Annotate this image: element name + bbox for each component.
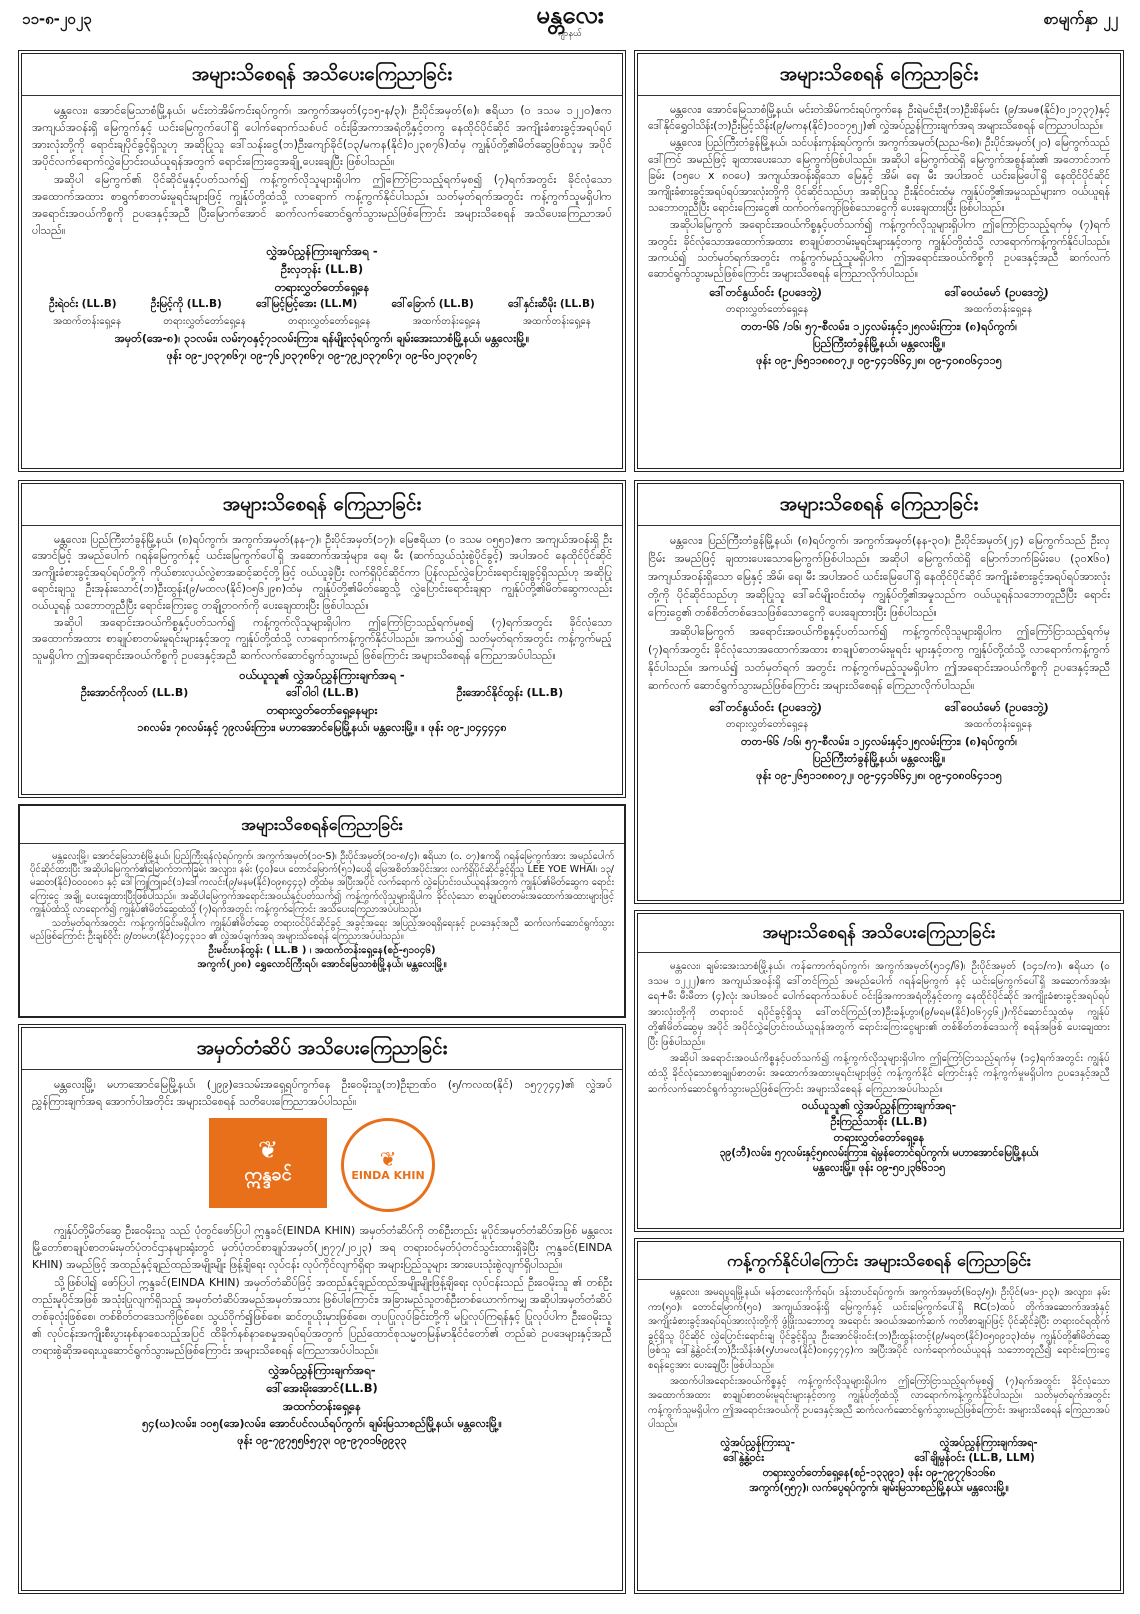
notice-paragraph: မန္တလေး၊ ပြည်ကြီးတံခွန်မြို့နယ်၊ (၈)ရပ်ကွက်၊ အကွက်အမှတ်(နန-၇)၊ ဦးပိုင်အမှတ်(၁၇)၊ မြေဧရိယာ (၀ ဒသမ ၀၅၅၁)ဧက အကျယ်အဝန်းရှိ ဦးအောင်မြင့် အမည်ပေါက် ဂရန်မြေကွက်နှင့် ယင်းမြေကွက်ပေါ်ရှိ အဆောက်အအုံများ၊ ရေ၊ မီး (ဆက်သွယ်သုံးစွဲပိုင်ခွင့်) အပါအဝင် နေထိုင်ပိုင်ဆိုင် အကျိုးခံစားခွင့်အရပ်ရပ်တို့ကို ကိုယ်စားလှယ်လွှဲစာအဆင့်ဆင့်တို့ဖြင့် ဝယ်ယူခဲ့ပြီး လက်ရှိပိုင်ဆိုင်ကာ ပြန်လည်လွှဲပြောင်းရောင်းချခွင့်ရှိသည်ဟု အဆိုပြု ရောင်းချသူ ဦးအုန်းသောင်(ဘ)ဦးထွန်း(၉/မထလ(နိုင်)၀၅၆၂၉၈)ထံမှ ကျွန်ုပ်တို့၏မိတ်ဆွေသို့ လွှဲပြောင်းရောင်းချရာ ကျွန်ုပ်တို့၏မိတ်ဆွေကလည်း ဝယ်ယူရန် သဘောတူညီပြီး ရောင်းကြေးငွေ တချို့တဝက်ကို ပေးချေထားပြီး ဖြစ်ပါသည်။ (32, 533, 612, 612)
notice-address: မန္တလေးမြို့။ ဖုန်း ၀၉-၅၀၂၃၆၆၁၁၅ (812, 1161, 946, 1174)
lawyer-role: အထက်တန်းရှေ့နေ (522, 316, 591, 327)
signature-role: တရားလွှတ်တော်ရှေ့နေ (833, 1130, 925, 1144)
notice-address: အမှတ်(အေ-၈)၊ ၃၁လမ်း၊ လမ်း၇၀နှင့်၇၁လမ်းကြား၊ ရန်မျိုးလုံရပ်ကွက်၊ ချမ်းအေးသာစံမြို့နယ်၊ မန္တလေးမြို့။ (114, 332, 530, 345)
lawyer-name: ဦးမြင့်ကို (LL.B) (150, 298, 222, 310)
notice-paragraph: မန္တလေးမြို့၊ မဟာအောင်မြေမြို့နယ်၊ (၂၉၉)ဒေသမ်းအရှေ့ရပ်ကွက်နေ ဦးဝေမိုးသူ(ဘ)ဦးဉာဏ်ဝ (၅/ကလထ(နိုင်) ၁၅၇၇၄၄)၏ လွှဲအပ်ညွှန်ကြားချက်အရ အောက်ပါအတိုင်း အများသိစေရန် သတိပေးကြေညာအပ်ပါသည်။ (32, 1078, 612, 1108)
notice-paragraph: ကျွန်ုပ်တို့မိတ်ဆွေ ဦးဝေမိုးသူ သည် ပုံတွင်ဖော်ပြပါ ဣန္ဒခင်(EINDA KHIN) အမှတ်တံဆိပ်ကို တစ်ဦးတည်း မူပိုင်အမှတ်တံဆိပ်အဖြစ် မန္တလေးမြို့တော်စာချုပ်စာတမ်းမှတ်ပုံတင်ဌာနများရုံးတွင် မှတ်ပုံတင်စာချုပ်အမှတ်(၂၅၇၇/၂၀၂၃) အရ တရားဝင်မှတ်ပုံတင်သွင်းထားရှိခဲ့ပြီး ဣန္ဒခင်(EINDA KHIN) အမည်ဖြင့် အထည်နှင့်ချည်ထည်အမျိုးမျိုး ဖြန့်ချိရေး လုပ်ငန်း လုပ်ကိုင်လျက်ရှိရာ အများပြည်သူများ အားပေးသုံးစွဲလျက်ရှိပါသည်။ (32, 1224, 612, 1271)
lawyer-role: တရားလွှတ်တော်ရှေ့နေ (287, 316, 371, 327)
signature-role: တရားလွှတ်တော်ရှေ့နေ (274, 280, 370, 294)
notice-paragraph: သတ်မှတ်ရက်အတွင်း ကန့်ကွက်ခြင်းမရှိပါက ကျွန်ုပ်၏မိတ်ဆွေ တရားဝင်ပိုင်ဆိုင်ခွင့် အခွင့်အရေး အပြည့်အဝရရှိရေးနှင့် ဥပဒေနှင့်အညီ ဆက်လက်ဆောင်ရွက်သွားမည်ဖြစ်ကြောင်း ဦးချစ်ဝိုင်း ၉/တမဟ(နိုင်)၀၄၄၃၁၁ ၏ လွှဲအပ်ချက်အရ အများသိစေရန် ကြေညာအပ်ပါသည်။ (30, 918, 614, 943)
lawyer-name: ဦးအောင်နိုင်ထွန်း (LL.B) (456, 686, 564, 700)
newspaper-logo-subtitle: ဂျာနယ် (558, 29, 582, 39)
signature-heading: လွှဲအပ်ညွှန်ကြားချက်အရ- (268, 1363, 376, 1377)
lawyer-name: ဒေါ်မြင့်မြင့်အေး (LL.M) (255, 298, 358, 310)
signature-name: ဒေါ်ချိုမွန်ဝင်း (LL.B, LLM) (914, 1451, 1035, 1464)
notice-phone: ဖုန်း ၀၉-၂၆၅၁၁၈၈၀၇၂၊ ၀၉-၄၄၁၆၆၄၂၈၊ ၀၉-၄၀၈၀၆၄၁၁၅ (756, 354, 1002, 368)
notice-paragraph: မန္တလေး၊ အမရပူရမြို့နယ်၊ မန်တလေးကိုက်ရပ်၊ ဒန်းတပင်ရပ်ကွက်၊ အကွက်အမှတ်(၆၀၃/၅)၊ ဦးပိုင်(မဒ-၂၀၃)၊ အလျား၊ နမ်းကာ(၅၀)၊ တောင်မြောက်(၅၀) အကျယ်အဝန်းရှိ မြေကွက်နှင့် ယင်းမြေကွက်ပေါ်ရှိ RC(၁)ထပ် တိုက်အဆောက်အအုံနှင့် အကျိုးခံစားခွင့်အရပ်ရပ်အားလုံးတို့ကို ဖွံဖြိုးသဘောတူ အရောင်း အဝယ်အဆက်ဆက် ကတိစာချုပ်ဖြင့် ပိုင်ဆိုင်ခဲ့ပြီး တရားဝင်ရထိုက်ခွင့်ရှိသူ ပိုင်ဆိုင် လွှဲပြောင်းရောင်းချ ပိုင်ခွင့်ရှိသူ ဦးအောင်မိုးဝင်း(ဘ)ဦးထွန်းတင့်(၉/မရတ(နိုင်)၀၅၀၉၁၃)ထံမှ ကျွန်ုပ်တို့၏မိတ်ဆွေဖြစ်သူ ဒေါ်နွဲ့နွဲ့ဝင်း(ဘ)ဦးသိန်းဇံ(၅/ဟမလ(နိုင်)၀၈၄၄၇၄)က အပြီးအပိုင် လက်ရောက်ဝယ်ယူရန် သဘောတူညီ၍ ရောင်းကြေးငွေ စရန်ငွေအား ပေးချေပြီး ဖြစ်ပါသည်။ (648, 1287, 1110, 1371)
notice-paragraph: မန္တလေး၊ အောင်မြေသာစံမြို့နယ်၊ မင်းတဲအိမ်ကင်းရပ်ကွက်နေ ဦးရဲမင်းဦး(ဘ)ဦးစိန်မင်း (၉/အမဇ(နိုင်)၀၂၁၇၃၇)နှင့် ဒေါ်နိုင်ရွှေဝါသိန်း(ဘ)ဦးမြင့်သိန်း(၉/မကန(နိုင်)၁၀၁၇၅၂)၏ လွှဲအပ်ညွှန်ကြားချက်အရ အများသိစေရန် ကြေညာပါသည်။ (648, 104, 1110, 133)
notice-paragraph: မန္တလေး၊ ပြည်ကြီးတံခွန်မြို့နယ်၊ သင်ပန်းကုန်းရပ်ကွက်၊ အကွက်အမှတ်(ညည-၆၈)၊ ဦးပိုင်အမှတ်(၂၀) မြေကွက်သည် ဒေါ်ကြင် အမည်ဖြင့် ချထားပေးသော မြေကွက်ဖြစ်ပါသည်။ အဆိုပါ မြေကွက်ထဲရှိ မြေကွက်အစွန်ဆုံး၏ အတောင်ဘက်ခြမ်း (၁၅ပေ x ၈၀ပေ) အကျယ်အဝန်းရှိသော မြေနှင့် အိမ်၊ ရေ၊ မီး အပါအဝင် ယင်းမြေပေါ်ရှိ နေထိုင်ပိုင်ဆိုင် အကျိုးခံစားခွင့်အရပ်ရပ်အားလုံးတို့ကို ပိုင်ဆိုင်သည်ဟု အဆိုပြုသူ ဦးနိုင်ဝင်းထံမှ ကျွန်ုပ်တို့၏အမှုသည်များက ဝယ်ယူရန်သဘောတူညီပြီး ရောင်းကြေးငွေ၏ ထက်ဝက်ကျော်ဖြစ်သောငွေကို ပေးချေထားပြီး ဖြစ်ပါသည်။ (648, 137, 1110, 215)
notice-3 (18, 480, 626, 798)
notice-paragraph: အဆိုပါ အရောင်းအဝယ်ကိစ္စနှင့်ပတ်သက်၍ ကန့်ကွက်လိုသူများရှိပါက ဤကြော်ငြာသည့်ရက်မှ (၁၄)ရက်အတွင်း ကျွန်ုပ်ထံသို့ ခိုင်လုံသောစာချုပ်စာတမ်း အထောက်အထားမူရင်းများဖြင့် ကန့်ကွက်နိုင် ကြောင်းနှင့် ကန့်ကွက်မှုမရှိပါက ဥပဒေနှင့်အညီ ဆက်လက်ဆောင်ရွက်သွားမည်ဖြစ်ကြောင်း အများသိစေရန် ကြေညာအပ်ပါသည်။ (648, 1053, 1110, 1095)
trademark-logo-english: ❦ EINDA KHIN (341, 1118, 435, 1212)
notice-8 (634, 1238, 1124, 1594)
trademark-logo-myanmar: ❦ ဣန္ဒခင် (209, 1118, 327, 1208)
leaf-icon: ❦ (257, 1135, 279, 1164)
notice-paragraph: မန္တလေး၊ ပြည်ကြီးတံခွန်မြို့နယ်၊ (၈)ရပ်ကွက်၊ အကွက်အမှတ်(နန-၃၀)၊ ဦးပိုင်အမှတ်(၂၄) မြေကွက်သည် ဦးလှငြိမ်း အမည်ဖြင့် ချထားပေးသောမြေကွက်ဖြစ်ပါသည်။ အဆိုပါ မြေကွက်ထဲရှိ မြောက်ဘက်ခြမ်းပေ (၃၀x၆၀) အကျယ်အဝန်းရှိသော မြေနှင့် အိမ်၊ ရေ၊ မီး အပါအဝင် ယင်းမြေပေါ်ရှိ နေထိုင်ပိုင်ဆိုင် အကျိုးခံစားခွင့်အရပ်ရပ်အားလုံးတို့ကို ပိုင်ဆိုင်သည်ဟု အဆိုပြုသူ ဒေါ်ခင်မျိုးဝင်းထံမှ ကျွန်ုပ်တို့၏အမှုသည်က ဝယ်ယူရန်သဘောတူညီပြီး ရောင်းကြေးငွေ၏ တစ်စိတ်တစ်ဒေသဖြစ်သောငွေကို ပေးချေထားပြီး ဖြစ်ပါသည်။ (648, 534, 1110, 619)
notice-address: ၁၈လမ်း၊ ၇၈လမ်းနှင့် ၇၉လမ်းကြား၊ မဟာအောင်မြေမြို့နယ်၊ မန္တလေးမြို့။ ။ ဖုန်း ၀၉-၂၀၄၄၄၄၈ (137, 721, 507, 735)
notice-paragraph: အဆိုပါမြေကွက် အရောင်းအဝယ်ကိစ္စနှင့်ပတ်သက်၍ ကန့်ကွက်လိုသူများရှိပါက ဤကြော်ငြာသည့်ရက်မှ (၇)ရက်အတွင်း ခိုင်လုံသောအထောက်အထား စာချုပ်စာတမ်းမူရင်းများနှင့်တကွ ကျွန်ုပ်တို့ထံသို့ လာရောက်ကန့်ကွက်နိုင်ပါသည်။ အကယ်၍ သတ်မှတ်ရက်အတွင်း ကန့်ကွက်မည့်သူမရှိပါက ဤအရောင်းအဝယ်ကိစ္စကို ဥပဒေနှင့်အညီ ဆက်လက်ဆောင်ရွက်သွားမည်ဖြစ်ကြောင်း အများသိစေရန် ကြေညာလိုက်ပါသည်။ (648, 219, 1110, 281)
lawyer-role: အထက်တန်းရှေ့နေ (964, 304, 1033, 316)
lawyer-name: ဒေါ်တင်နွယ်ဝင်း (ဥပဒေဘွဲ့) (709, 701, 822, 714)
signature-heading: လွှဲအပ်ညွှန်ကြားချက်အရ - (266, 244, 378, 258)
signature-line: ဦးမင်းဟန်ထွန်း ( LL.B ) ၊ အထက်တန်းရှေ့နေ(စဉ်-၅၁၀၄၆) (208, 945, 436, 957)
notice-paragraph: အဆိုပါမြေကွက် အရောင်းအဝယ်ကိစ္စနှင့်ပတ်သက်၍ ကန့်ကွက်လိုသူများရှိပါက ဤကြော်ငြာသည့်ရက်မှ (၇)ရက်အတွင်း ခိုင်လုံသောအထောက်အထား စာချုပ်စာတမ်းမူရင်း များနှင့်တကွ ကျွန်ုပ်တို့ထံသို့ လာရောက်ကန့်ကွက်နိုင်ပါသည်။ အကယ်၍ သတ်မှတ်ရက် အတွင်း ကန့်ကွက်မည့်သူမရှိပါက ဤအရောင်းအဝယ်ကိစ္စကို ဥပဒေနှင့်အညီ ဆက်လက် ဆောင်ရွက်သွားမည်ဖြစ်ကြောင်း အများသိစေရန် ကြေညာလိုက်ပါသည်။ (648, 625, 1110, 692)
lawyer-name: ဦးရဲဝင်း (LL.B) (49, 298, 117, 310)
notice-paragraph: အဆိုပါ အရောင်းအဝယ်ကိစ္စနှင့်ပတ်သက်၍ ကန့်ကွက်လိုသူများရှိပါက ဤကြော်ငြာသည့်ရက်မှစ၍ (၇)ရက်အတွင်း ခိုင်လုံသော အထောက်အထား စာချုပ်စာတမ်းမူရင်းများနှင့်အတူ ကျွန်ုပ်တို့ထံသို့ လာရောက်ကန့်ကွက်နိုင်ပါသည်။ အကယ်၍ သတ်မှတ်ရက်အတွင်း ကန့်ကွက်မည့်သူမရှိပါက ဤအရောင်းအဝယ်ကိစ္စကို ဥပဒေနှင့်အညီ ဆက်လက်ဆောင်ရွက်သွားမည် ဖြစ်ကြောင်း အများသိစေရန် ကြေညာအပ်ပါသည်။ (32, 616, 612, 662)
lawyer-name: ဒေါ်ဝေယံမော် (ဥပဒေဘွဲ့) (944, 286, 1049, 300)
notice-title: ကန့်ကွက်နိုင်ပါကြောင်း အများသိစေရန် ကြေညာခြင်း (638, 1248, 1120, 1280)
notice-title: အများသိစေရန်ကြေညာခြင်း (20, 812, 624, 844)
notice-2 (634, 50, 1124, 472)
notice-phone: ဖုန်း ၀၉-၂၆၅၁၁၈၈၀၇၂၊ ၀၉-၄၄၁၆၆၄၂၈၊ ၀၉-၄၀၈၀၆၄၁၁၅ (756, 769, 1002, 782)
notice-contact: တရားလွှတ်တော်ရှေ့နေ(စဉ်-၁၃၃၉၁) ဖုန်း ၀၉-၇၉၇၇၆၁၁၆၈ (762, 1466, 996, 1479)
signature-name: ဦးကြည်သာစိုး (LL.B) (830, 1114, 928, 1128)
notice-address: တတ-၆၆ /၁၆၊ ၅၇-စီလမ်း၊ ၁၂၄လမ်းနှင့်၁၂၅လမ်းကြား၊ (၈)ရပ်ကွက်၊ (740, 735, 1018, 748)
lawyer-role: တရားလွှတ်တော်ရှေ့နေ (163, 316, 246, 327)
notice-address: ၅၄(ဃ)လမ်း၊ ၁၀၅(အေ)လမ်း၊ အောင်ပင်လယ်ရပ်ကွက်၊ ချမ်းမြသာစည်မြို့နယ်၊ မန္တလေးမြို့။ (142, 1417, 502, 1430)
notice-address: တတ-၆၆ /၁၆၊ ၅၇-စီလမ်း၊ ၁၂၄လမ်းနှင့်၁၂၅လမ်းကြား၊ (၈)ရပ်ကွက်၊ (740, 320, 1018, 334)
lawyer-role: အထက်တန်းရှေ့နေ (964, 719, 1033, 730)
page-number: စာမျက်နှာ ၂၂ (1043, 10, 1118, 28)
signature-name: ဒေါ်နွဲ့နွဲ့ဝင်း (723, 1451, 764, 1464)
notice-paragraph: မန္တလေး၊ ချမ်းအေးသာစံမြို့နယ်၊ ကန်ကောက်ရပ်ကွက်၊ အကွက်အမှတ်(၅၁၄/၆)၊ ဦးပိုင်အမှတ် (၁၄၁/က)၊ ဧရိယာ (၀ ဒသမ ၁၂၂၂)ဧက အကျယ်အဝန်းရှိ ဒေါ်တင်ကြည် အမည်ပေါက် ဂရန်မြေကွက် နှင့် ယင်းမြေကွက်ပေါ်ရှိ အဆောက်အအုံ၊ ရေ+မီး မီးမီတာ (၄)လုံး အပါအဝင် ပေါက်ရောက်သစ်ပင် ဝင်းခြံအကာအရံတို့နှင့်တကွ နေထိုင်ပိုင်ဆိုင် အကျိုးခံစားခွင့်အရပ်ရပ်အားလုံးတို့ကို တရားဝင် ရပိုင်ခွင့်ရှိသူ ဒေါ်တင်ကြည်(ဘ)ဦးခန့်ဟွာ၊(၉/မရမ(နိုင်)၀၆၇၄၆၂)ကိုင်ဆောင်သူထံမှ ကျွန်ုပ်တို့၏မိတ်ဆွေမှ အပိုင် အပိုင်လွှဲပြောင်းဝယ်ယူရန်အတွက် ရောင်းကြေးငွေများ၏ တစ်စိတ်တစ်ဒေသကို စရန်အဖြစ် ပေးချေထားပြီး ဖြစ်ပါသည်။ (648, 961, 1110, 1049)
notice-title: အများသိစေရန် ကြေညာခြင်း (638, 490, 1120, 526)
notice-address: အကွက်(၅၅၇)၊ လက်ပွေရပ်ကွက်၊ ချမ်းမြသာစည်မြို့နယ်၊ မန္တလေးမြို့။ (749, 1481, 1009, 1494)
newspaper-logo: မန္တလေး (536, 0, 604, 29)
notice-title: အများသိစေရန် ကြေညာခြင်း (638, 60, 1120, 96)
notice-address: ပြည်ကြီးတံခွန်မြို့နယ်၊ မန္တလေးမြို့။ (812, 337, 946, 351)
notice-paragraph: မန္တလေးမြို့၊ အောင်မြေသာစံမြို့နယ်၊ ပြည်ကြီးရန်လုံရပ်ကွက်၊ အကွက်အမှတ်(၁၀-S)၊ ဦးပိုင်အမှတ်(၁၀-၈/၄)၊ ဧရိယာ (၀. ၀၇)ဧကရှိ ဂရန်မြေကွက်အား အမည်ပေါက်ပိုင်ဆိုင်ထားပြီး အဆိုပါမြေကွက်၏မြောက်ဘက်ခြမ်း အလျား၊ နမ်း (၄၀)ပေ၊ တောင်မြောက်(၅၁)ပေရှိ မြေအစိတ်အပိုင်းအား လက်ရှိပိုင်ဆိုင်ခွင့်ရှိသူ LEE YOE WHAI၊ ၁၃/မဆတ(နိုင်)၀၀၀၀၈၁ နှင့် ဒေါ်ကြူကြူခင်(၁)ဒေါ်ကလင်း(၉/မနမ(နိုင်)၀၉၈၄၄၃) တို့ထံမှ အပြီးအပိုင် လက်ရောက် လွှဲပြောင်းဝယ်ယူရန်အတွက် ကျွန်ုပ်၏မိတ်ဆွေက ရောင်းကြေးငွေ အချို့ ပေးချေထားပြီးဖြစ်ပါသည်။ အဆိုပါမြေကွက်အရောင်းအဝယ်နှင့်ပတ်သက်၍ ကန့်ကွက်လိုသူများရှိပါက ခိုင်လုံသော စာချုပ်စာတမ်းအထောက်အထားများဖြင့် ကျွန်ုပ်ထံသို့ လာရောက်၍ ကျွန်ုပ်၏မိတ်ဆွေထံသို့ (၇)ရက်အတွင်း ကန့်ကွက်ကြောင်း အသိပေးကြေညာအပ်ပါသည်။ (30, 851, 614, 915)
notice-title: အမှတ်တံဆိပ် အသိပေးကြေညာခြင်း (22, 1034, 622, 1070)
lawyer-role: အထက်တန်းရှေ့နေ (412, 316, 481, 327)
notice-7 (634, 910, 1124, 1232)
notice-1 (18, 50, 626, 472)
signature-heading: ဝယ်ယူသူ၏ လွှဲအပ်ညွှန်ကြားချက်အရ - (239, 668, 405, 683)
notice-address: ပြည်ကြီးတံခွန်မြို့နယ်၊ မန္တလေးမြို့။ (812, 752, 946, 765)
notice-paragraph: အဆိုပါ မြေကွက်၏ ပိုင်ဆိုင်မှုနှင့်ပတ်သက်၍ ကန့်ကွက်လိုသူများရှိပါက ဤကြော်ငြာသည့်ရက်မှစ၍ (၇)ရက်အတွင်း ခိုင်လုံသော အထောက်အထား စာရွက်စာတမ်းမူရင်းများဖြင့် ကျွန်ုပ်တို့ထံသို့ လာရောက် ကန့်ကွက်နိုင်ပါသည်။ သတ်မှတ်ရက်အတွင်း ကန့်ကွက်သူမရှိပါက အရောင်းအဝယ်ကိစ္စကို ဥပဒေနှင့်အညီ ပြီးမြောက်အောင် ဆက်လက်ဆောင်ရွက်သွားမည်ဖြစ်ကြောင်း အများသိစေရန် အသိပေးကြေညာအပ်ပါသည်။ (32, 173, 612, 237)
notice-paragraph: မန္တလေး၊ အောင်မြေသာစံမြို့နယ်၊ မင်းတဲအိမ်ကင်းရပ်ကွက်၊ အကွက်အမှတ်(၄၁၅-န/၃)၊ ဦးပိုင်အမှတ်(၈)၊ ဧရိယာ (၀ ဒသမ ၁၂၂၀)ဧက အကျယ်အဝန်းရှိ မြေကွက်နှင့် ယင်းမြေကွက်ပေါ်ရှိ ပေါက်ရောက်သစ်ပင် ဝင်းခြံအကာအရံတို့နှင့်တကွ နေထိုင်ပိုင်ဆိုင် အကျိုးခံစားခွင့်အရပ်ရပ်အားလုံးတို့ကို ရောင်းချပိုင်ခွင့်ရှိသူဟု အဆိုပြုသူ ဒေါ်သန်းငွေ(ဘ)ဦးကျော်ခိုင်(၁၃/မကန(နိုင်)၀၂၃၈၇၆)ထံမှ ကျွန်ုပ်တို့၏မိတ်ဆွေဖြစ်သူမှ အပိုင် အပိုင်လက်ရောက်လွှဲပြောင်းဝယ်ယူရန်အတွက် ရောင်းကြေးငွေအချို့ ပေးချေပြီး ဖြစ်ပါသည်။ (32, 104, 612, 168)
issue-date: ၁၁-၈-၂၀၂၃ (22, 10, 92, 28)
notice-paragraph: အထက်ပါအရောင်းအဝယ်ကိစ္စနှင့် ကန့်ကွက်လိုသူများရှိပါက ဤကြော်ငြာသည့်ရက်မှစ၍ (၇)ရက်အတွင်း ခိုင်လုံသောအထောက်အထား စာချုပ်စာတမ်းမူရင်းများနှင့်တကွ ကျွန်ုပ်တို့ထံသို့ လာရောက်ကန့်ကွက်နိုင်ပါသည်။ သတ်မှတ်ရက်အတွင်း ကန့်ကွက်သူမရှိပါက ဤအရောင်းအဝယ်ကို ဥပဒေနှင့်အညီ ဆက်လက်ဆောင်ရွက်သွားမည်ဖြစ်ကြောင်း အများသိစေရန် ကြေညာအပ်ပါသည်။ (648, 1375, 1110, 1431)
signature-name: ဦးလှဘုန်း (LL.B) (280, 262, 364, 276)
notice-phone: ဖုန်း ၀၉-၂၀၃၇၈၆၇၊ ၀၉-၇၆၂၀၃၇၈၆၇၊ ၀၉-၇၉၂၀၃၇၈၆၇၊ ၀၉-၆၀၂၀၃၇၈၆၇ (166, 349, 478, 362)
signature-role: အထက်တန်းရှေ့နေ (282, 1399, 362, 1413)
notice-address: အကွက်(၂၀၈) ရွှေလောင်ကြီးရပ်၊ အောင်မြေသာစံမြို့နယ်၊ မန္တလေးမြို့။ (197, 959, 447, 971)
signature-role: တရားလွှတ်တော်ရှေ့နေများ (266, 703, 378, 718)
notice-paragraph: သို့ဖြစ်ပါ၍ ဖော်ပြပါ ဣန္ဒခင်(EINDA KHIN) အမှတ်တံဆိပ်ဖြင့် အထည်နှင့်ချည်ထည်အမျိုးမျိုးဖြန့်ချိရေး လုပ်ငန်းသည် ဦးဝေမိုးသူ ၏ တစ်ဦးတည်းမူပိုင်အဖြစ် အသုံးပြုလျက်ရှိသည့် အမှတ်တံဆိပ်အမည်အမှတ်အသား ဖြစ်ပါကြောင်း၊ အခြားမည်သူတစ်ဦးတစ်ယောက်ကမျှ အဆိုပါအမှတ်တံဆိပ်တစ်ခုလုံးဖြစ်စေ၊ တစ်စိတ်တဒေသကိုဖြစ်စေ၊ သွယ်ဝိုက်၍ဖြစ်စေ၊ ဆင်တူယိုးမှားဖြစ်စေ၊ တုပပြုလုပ်ခြင်းတို့ကို မပြုလုပ်ကြရန်နှင့် ပြုလုပ်ပါက ဦးဝေမိုးသူ ၏ လုပ်ငန်းအကျိုးစီးပွားနစ်နာစေသည့်အပြင် ထိခိုက်နစ်နာစေမှုအရပ်ရပ်အတွက် ပြည်ထောင်စုသမ္မတမြန်မာနိုင်ငံတော်၏ တည်ဆဲ ဥပဒေများနှင့်အညီ တရားစွဲဆိုအရေးယူဆောင်ရွက်သွားမည်ဖြစ်ကြောင်း အများသိစေရန် ကြေညာအပ်ပါသည်။ (32, 1276, 612, 1357)
page-header (0, 0, 1140, 44)
notice-address: ၃၉(ဘီ)လမ်း၊ ၅၇လမ်းနှင့်၅၈လမ်းကြား၊ ရဲမွန်တောင်ရပ်ကွက်၊ မဟာအောင်မြေမြို့နယ်၊ (719, 1146, 1039, 1159)
notice-title: အများသိစေရန် အသိပေးကြေညာခြင်း (638, 920, 1120, 953)
signature-name: ဒေါ်အေးမိုးအောင်(LL.B) (266, 1381, 378, 1395)
notice-title: အများသိစေရန် အသိပေးကြေညာခြင်း (22, 60, 622, 96)
lawyer-name: ဒေါ်ဝေယံမော် (ဥပဒေဘွဲ့) (944, 701, 1049, 714)
notice-5 (18, 1024, 626, 1594)
lawyer-name: ဒေါ်တင်နွယ်ဝင်း (ဥပဒေဘွဲ့) (709, 286, 822, 300)
lawyer-role: အထက်တန်းရှေ့နေ (53, 316, 122, 327)
notice-4 (18, 804, 626, 1018)
signature-heading: ဝယ်ယူသူ၏ လွှဲအပ်ညွှန်ကြားချက်အရ- (801, 1098, 957, 1112)
lawyer-name: ဒေါ်ခြောက် (LL.B) (391, 298, 474, 310)
lawyer-name: ဒေါ်နှင်းဆီမိုး (LL.B) (507, 298, 595, 310)
lawyer-name: ဒေါ်ဝါဝါ (LL.B) (286, 686, 359, 700)
notice-phone: ဖုန်း ၀၉-၇၉၇၅၅၆၅၇၃၊ ၀၉-၉၇၀၁၆၉၉၃၃ (237, 1434, 407, 1447)
lawyer-name: ဦးအောင်ကိုလတ် (LL.B) (80, 686, 189, 700)
notice-6 (634, 480, 1124, 904)
signature-heading: လွှဲအပ်ညွှန်ကြားချက်အရ- (939, 1436, 1038, 1449)
signature-heading: လွှဲအပ်ညွှန်ကြားသူ- (720, 1436, 795, 1449)
lawyer-role: တရားလွှတ်တော်ရှေ့နေ (725, 719, 809, 730)
trademark-logos (32, 1118, 612, 1212)
leaf-icon: ❦ (379, 1146, 397, 1171)
notice-title: အများသိစေရန် ကြေညာခြင်း (22, 490, 622, 526)
lawyer-role: တရားလွှတ်တော်ရှေ့နေ (725, 304, 809, 316)
